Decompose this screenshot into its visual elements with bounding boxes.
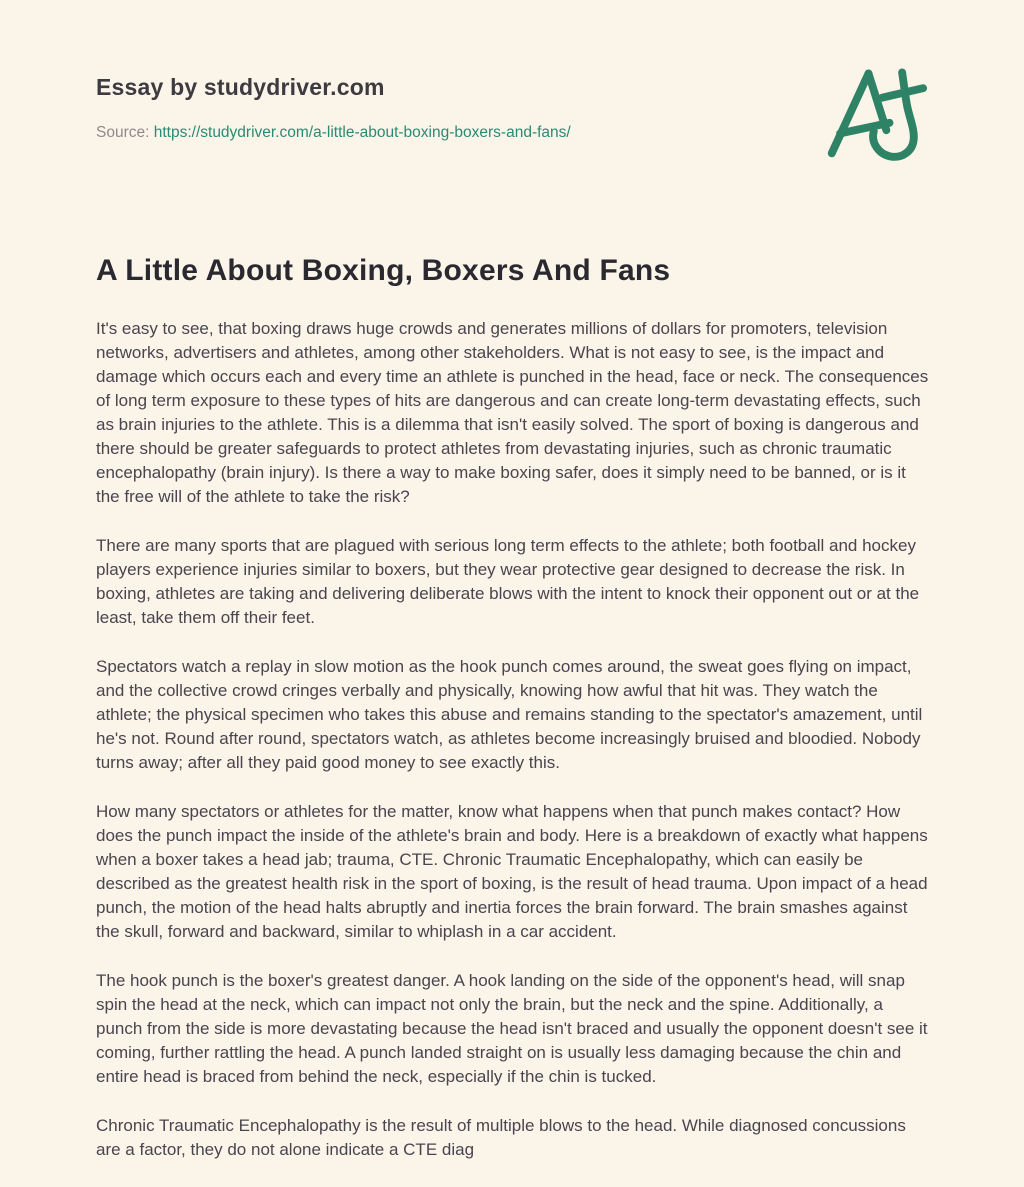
essay-paragraph-1: It's easy to see, that boxing draws huge crowds and generates millions of dollars for promoters, television networks, advertisers and athletes, among other stakeholders. What is not easy to see, is the impact and damage which occurs each and every time an athlete is punched in the head, face or neck. The consequences of long term exposure to these types of hits are dangerous and can create long-term devastating effects, such as brain injuries to the athlete. This is a dilemma that isn't easily solved. The sport of boxing is dangerous and there should be greater safeguards to protect athletes from devastating injuries, such as chronic traumatic encephalopathy (brain injury). Is there a way to make boxing safer, does it simply need to be banned, or is it the free will of the athlete to take the risk?	[96, 319, 929, 506]
a-plus-logo-icon	[820, 42, 938, 168]
essay-paragraph-4: How many spectators or athletes for the matter, know what happens when that punch makes contact? How does the punch impact the inside of the athlete's brain and body. Here is a breakdown of exactly what happens when a boxer takes a head jab; trauma, CTE. Chronic Traumatic Encephalopathy, which can easily be described as the greatest health risk in the sport of boxing, is the result of head trauma. Upon impact of a head punch, the motion of the head halts abruptly and inertia forces the brain forward. The brain smashes against the skull, forward and backward, similar to whiplash in a car accident.	[96, 802, 928, 941]
essay-title: A Little About Boxing, Boxers And Fans	[96, 254, 671, 287]
byline: Essay by studydriver.com	[96, 74, 385, 100]
essay-paragraph-5: The hook punch is the boxer's greatest danger. A hook landing on the side of the opponent's head, will snap spin the head at the neck, which can impact not only the brain, but the neck and the spine. Additionally, a punch from the side is more devastating because the head isn't braced and usually the opponent doesn't see it coming, further rattling the head. A punch landed straight on is usually less damaging because the chin and entire head is braced from behind the neck, especially if the chin is tucked.	[96, 971, 928, 1086]
essay-paragraph-6: Chronic Traumatic Encephalopathy is the result of multiple blows to the head. While diagnosed concussions are a factor, they do not alone indicate a CTE diag	[96, 1116, 906, 1159]
essay-paragraph-3: Spectators watch a replay in slow motion as the hook punch comes around, the sweat goes flying on impact, and the collective crowd cringes verbally and physically, knowing how awful that hit was. They watch the athlete; the physical specimen who takes this abuse and remains standing to the spectator's amazement, until he's not. Round after round, spectators watch, as athletes become increasingly bruised and bloodied. Nobody turns away; after all they paid good money to see exactly this.	[96, 657, 923, 772]
source-link[interactable]: https://studydriver.com/a-little-about-boxing-boxers-and-fans/	[153, 124, 571, 141]
source-label: Source:	[96, 124, 150, 141]
essay-content	[96, 252, 930, 1187]
essay-paragraph-2: There are many sports that are plagued with serious long term effects to the athlete; both football and hockey players experience injuries similar to boxers, but they wear protective gear designed to decrease the risk. In boxing, athletes are taking and delivering deliberate blows with the intent to knock their opponent out or at the least, take them off their feet.	[96, 536, 920, 627]
source-line	[96, 124, 571, 142]
